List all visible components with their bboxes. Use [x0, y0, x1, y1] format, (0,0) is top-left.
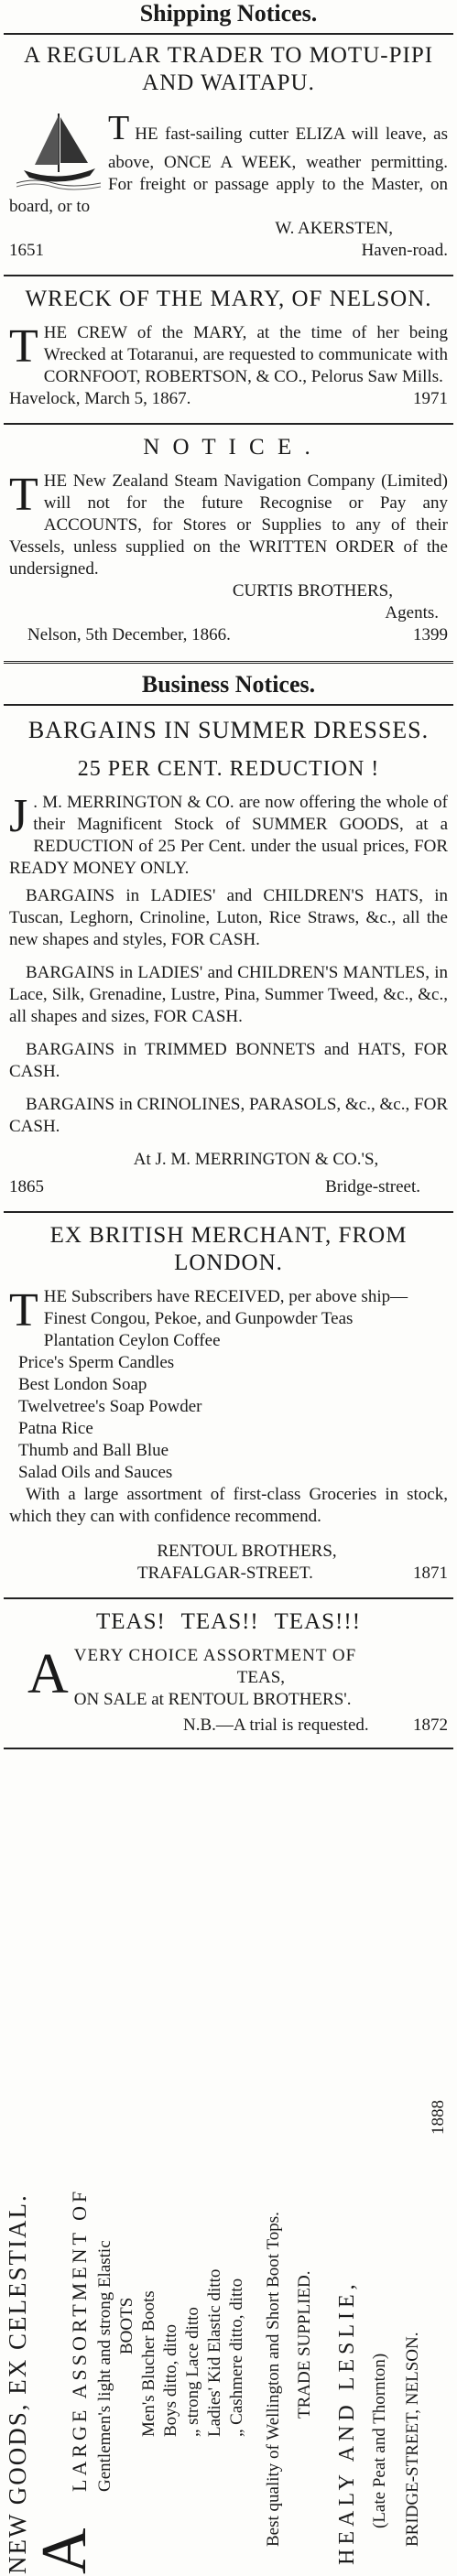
- notice-heading: NEW GOODS, EX CELESTIAL.: [4, 2193, 31, 2574]
- list-item: Best London Soap: [18, 1375, 147, 1394]
- signature: RENTOUL BROTHERS,: [157, 1542, 337, 1561]
- notice-body: HE Subscribers have RECEIVED, per above ship—: [43, 1287, 408, 1306]
- reference-place: Haven-road.: [361, 241, 448, 260]
- drop-cap: T: [9, 320, 38, 373]
- trade-supplied: TRADE SUPPLIED.: [295, 2270, 314, 2419]
- list-item: Thumb and Ball Blue: [18, 1441, 169, 1460]
- ship-illustration: [16, 106, 101, 190]
- reference-place: Nelson, 5th December, 1866.: [27, 625, 231, 644]
- firm-note: (Late Peat and Thornton): [370, 2353, 389, 2528]
- business-notices-title: Business Notices.: [141, 671, 316, 698]
- notice-heading: A REGULAR TRADER TO MOTU-PIPI AND WAITAPU.: [23, 43, 434, 95]
- notice-body: HE CREW of the MARY, at the time of her being Wrecked at Totaranui, are requested to communicate with CORNFOOT, ROBERTSON, & CO., Pelorus Saw Mills.: [43, 323, 448, 386]
- notice-subheading: 25 PER CENT. REDUCTION !: [77, 757, 380, 781]
- paragraph: With a large assortment of first-class Groceries in stock, which they can with confidence recommend.: [9, 1485, 448, 1526]
- notice-heading: WRECK OF THE MARY, OF NELSON.: [25, 287, 432, 311]
- signature: W. AKERSTEN,: [275, 219, 393, 238]
- list-item: Salad Oils and Sauces: [18, 1463, 173, 1482]
- teas-line: TEAS,: [236, 1668, 286, 1687]
- steam-navigation-notice: [0, 425, 457, 646]
- notice-heading: N O T I C E .: [143, 435, 314, 460]
- goods-line: Ladies' Kid Elastic ditto: [205, 2268, 224, 2437]
- teas-line: ON SALE at RENTOUL BROTHERS'.: [73, 1690, 352, 1709]
- list-item: Finest Congou, Pekoe, and Gunpowder Teas: [43, 1309, 354, 1328]
- assortment-heading: LARGE ASSORTMENT OF: [68, 2187, 91, 2492]
- signature-role: Agents.: [385, 603, 439, 622]
- reference-number: 1865: [9, 1177, 44, 1196]
- paragraph: BARGAINS in LADIES' and CHILDREN'S HATS, in Tuscan, Leghorn, Crinoline, Luton, Rice Straws, &c., all the new shapes and styles, FOR CASH.: [9, 886, 448, 949]
- signature: At J. M. MERRINGTON & CO.'S,: [133, 1150, 379, 1169]
- goods-line: Best quality of Wellington and Short Boot Tops.: [264, 2212, 283, 2547]
- list-item: Twelvetree's Soap Powder: [18, 1397, 202, 1416]
- goods-line: Men's Blucher Boots: [139, 2290, 158, 2437]
- paragraph: BARGAINS in CRINOLINES, PARASOLS, &c., &c., FOR CASH.: [9, 1095, 448, 1136]
- goods-line: BOOTS: [117, 2297, 136, 2354]
- goods-list: [0, 1308, 457, 1484]
- reference-number: 1871: [413, 1564, 448, 1583]
- goods-line: Gentlemen's light and strong Elastic: [95, 2240, 114, 2492]
- list-item: Plantation Ceylon Coffee: [43, 1331, 221, 1350]
- rentoul-notice: [0, 1213, 457, 1585]
- list-item: Price's Sperm Candles: [18, 1353, 175, 1372]
- firm-name: HEALY AND LESLIE,: [335, 2279, 359, 2565]
- drop-cap: A: [27, 1643, 69, 1705]
- reference-number: 1399: [413, 625, 448, 644]
- merrington-notice: [0, 706, 457, 1198]
- drop-cap: J: [9, 790, 28, 842]
- wreck-notice: [0, 276, 457, 410]
- signature: CURTIS BROTHERS,: [232, 581, 393, 601]
- reference-number: 1888: [429, 2100, 448, 2135]
- reference-number: 1872: [413, 1716, 448, 1735]
- reference-place: Bridge-street.: [325, 1177, 420, 1196]
- reference-number: 1651: [9, 241, 44, 260]
- big-drop-cap: A: [29, 2527, 100, 2574]
- regular-trader-notice: [0, 35, 457, 262]
- reference-place: Havelock, March 5, 1867.: [9, 389, 191, 408]
- notice-heading: BARGAINS IN SUMMER DRESSES.: [27, 717, 430, 743]
- notice-body: HE New Zealand Steam Navigation Company (Limited) will not for the future Recognise or Pay any ACCOUNTS, for Stores or Supplies to any of their Vessels, unless supplied on the WRITTEN ORDER of the undersigned.: [9, 471, 448, 579]
- divider: [4, 661, 453, 664]
- teas-note: N.B.—A trial is requested.: [183, 1716, 369, 1735]
- signature-street: TRAFALGAR-STREET.: [137, 1564, 313, 1583]
- teas-notice: [0, 1599, 457, 1737]
- drop-cap: T: [9, 1284, 38, 1337]
- goods-line: „ strong Lace ditto: [183, 2307, 202, 2437]
- notice-heading: EX BRITISH MERCHANT, FROM LONDON.: [49, 1223, 408, 1275]
- firm-address: BRIDGE-STREET, NELSON.: [403, 2332, 422, 2547]
- notice-body: HE fast-sailing cutter ELIZA will leave, as above, ONCE A WEEK, weather permitting. For freight or passage apply to the Master, on board, or to: [9, 124, 448, 216]
- paragraph: BARGAINS in TRIMMED BONNETS and HATS, FOR CASH.: [9, 1040, 448, 1081]
- shipping-notices-title: Shipping Notices.: [139, 0, 318, 27]
- drop-cap: T: [108, 109, 130, 147]
- reference-number: 1971: [413, 389, 448, 408]
- divider: [4, 1748, 453, 1749]
- drop-cap: T: [9, 469, 38, 521]
- notice-heading: TEAS! TEAS!! TEAS!!!: [95, 1609, 362, 1634]
- goods-line: „ Cashmere ditto, ditto: [227, 2278, 246, 2437]
- notice-body: . M. MERRINGTON & CO. are now offering the whole of their Magnificent Stock of SUMMER GOODS, at a REDUCTION of 25 Per Cent. under the usual prices, FOR READY MONEY ONLY.: [9, 793, 448, 878]
- healy-leslie-notice: [0, 2034, 457, 2576]
- paragraph: BARGAINS in LADIES' and CHILDREN'S MANTLES, in Lace, Silk, Grenadine, Lustre, Pina, Summer Tweed, &c., &c., all shapes and sizes, FOR CASH.: [9, 963, 448, 1026]
- goods-line: Boys ditto, ditto: [161, 2324, 180, 2437]
- list-item: Patna Rice: [18, 1419, 93, 1438]
- teas-line: VERY CHOICE ASSORTMENT OF: [73, 1646, 357, 1665]
